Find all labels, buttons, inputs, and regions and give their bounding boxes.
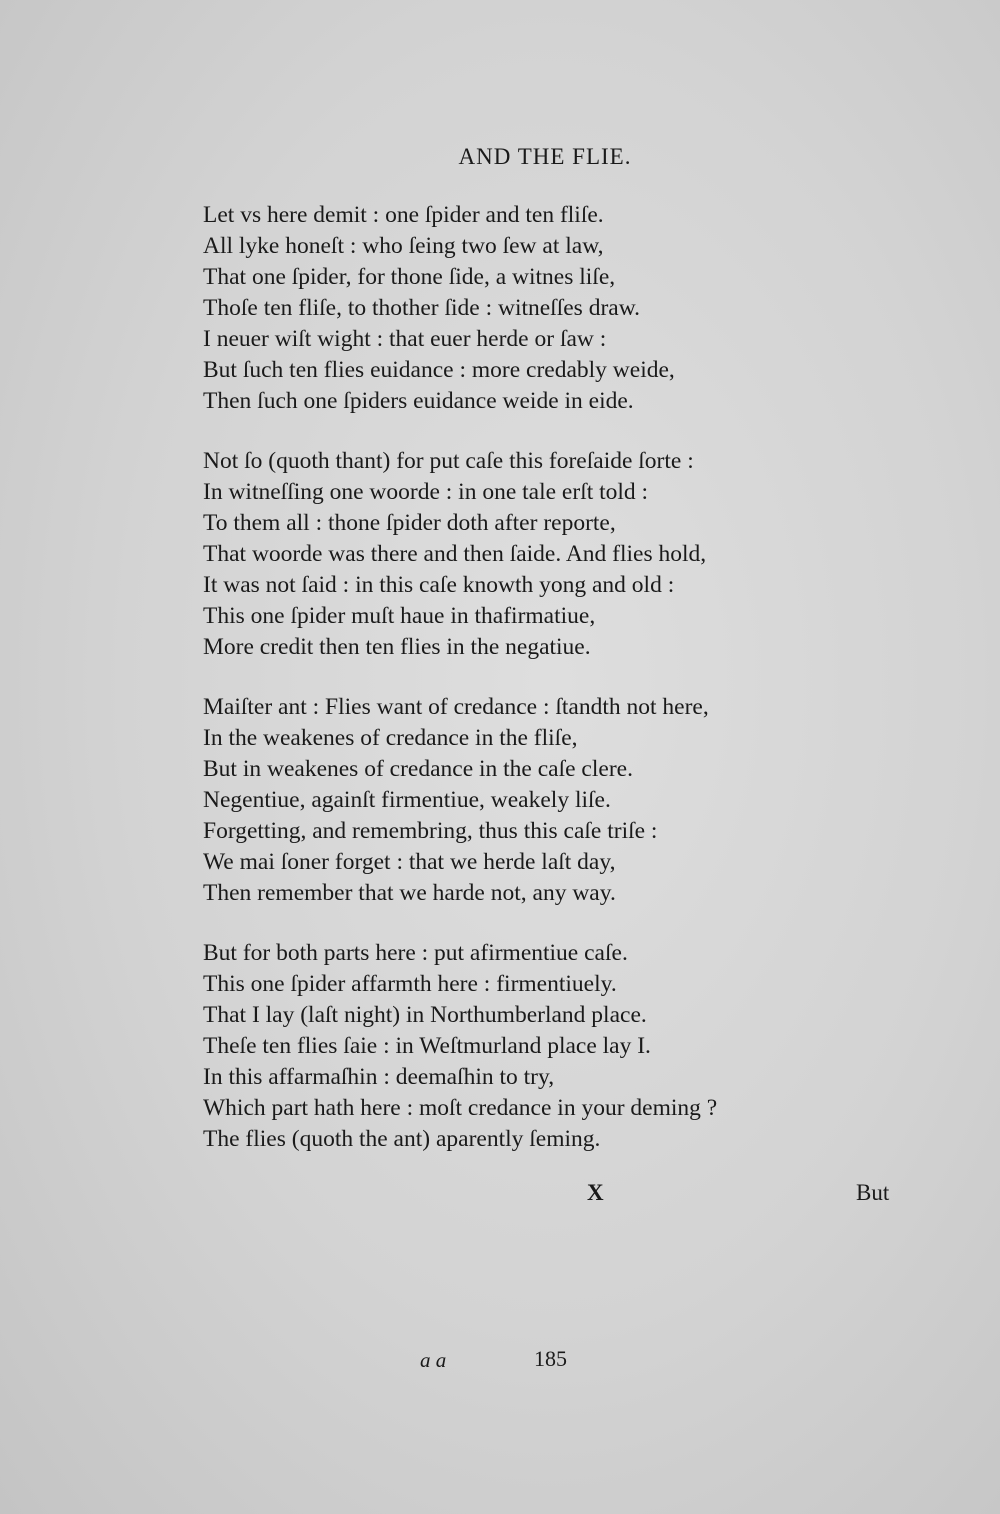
- poem-line: That I lay (laſt night) in Northumberland place.: [203, 1002, 647, 1028]
- poem-line: In this affarmaſhin : deemaſhin to try,: [203, 1064, 555, 1090]
- page-number: 185: [534, 1346, 567, 1371]
- poem-line: To them all : thone ſpider doth after reporte,: [203, 510, 616, 536]
- signature-mark: X: [587, 1180, 604, 1205]
- poem-line: That one ſpider, for thone ſide, a witnes liſe,: [203, 264, 616, 290]
- poem-line: We mai ſoner forget : that we herde laſt day,: [203, 849, 616, 875]
- poem-line: Then ſuch one ſpiders euidance weide in eide.: [203, 388, 634, 414]
- poem-line: Maiſter ant : Flies want of credance : ſtandth not here,: [203, 694, 709, 720]
- poem-line: In the weakenes of credance in the fliſe,: [203, 725, 578, 751]
- poem-line: Then remember that we harde not, any way.: [203, 880, 616, 906]
- stanza-4: [203, 938, 903, 1155]
- poem-line: This one ſpider affarmth here : firmentiuely.: [203, 971, 617, 997]
- poem-line: Thoſe ten fliſe, to thother ſide : witneſſes draw.: [203, 295, 641, 321]
- stanza-2: [203, 446, 903, 663]
- poem: [203, 200, 903, 1184]
- footer-signature: a a: [420, 1348, 447, 1372]
- poem-line: The flies (quoth the ant) aparently ſeming.: [203, 1126, 601, 1152]
- poem-line: It was not ſaid : in this caſe knowth yong and old :: [203, 572, 675, 598]
- poem-line: I neuer wiſt wight : that euer herde or ſaw :: [203, 326, 607, 352]
- poem-line: Not ſo (quoth thant) for put caſe this foreſaide ſorte :: [203, 448, 694, 474]
- poem-line: But for both parts here : put afirmentiue caſe.: [203, 940, 628, 966]
- poem-line: Let vs here demit : one ſpider and ten fliſe.: [203, 202, 604, 228]
- poem-line: Theſe ten flies ſaie : in Weſtmurland place lay I.: [203, 1033, 651, 1059]
- catchword: But: [856, 1180, 890, 1205]
- poem-line: All lyke honeſt : who ſeing two ſew at law,: [203, 233, 604, 259]
- stanza-3: [203, 692, 903, 909]
- poem-line: That woorde was there and then ſaide. And flies hold,: [203, 541, 707, 567]
- stanza-1: [203, 200, 903, 417]
- poem-line: But in weakenes of credance in the caſe clere.: [203, 756, 633, 782]
- poem-line: More credit then ten flies in the negatiue.: [203, 634, 591, 660]
- poem-line: In witneſſing one woorde : in one tale erſt told :: [203, 479, 649, 505]
- poem-line: This one ſpider muſt haue in thafirmatiue,: [203, 603, 596, 629]
- poem-line: Negentiue, againſt firmentiue, weakely liſe.: [203, 787, 611, 813]
- poem-line: Which part hath here : moſt credance in your deming ?: [203, 1095, 718, 1121]
- running-head: AND THE FLIE.: [458, 144, 632, 169]
- poem-line: Forgetting, and remembring, thus this caſe triſe :: [203, 818, 658, 844]
- poem-line: But ſuch ten flies euidance : more credably weide,: [203, 357, 675, 383]
